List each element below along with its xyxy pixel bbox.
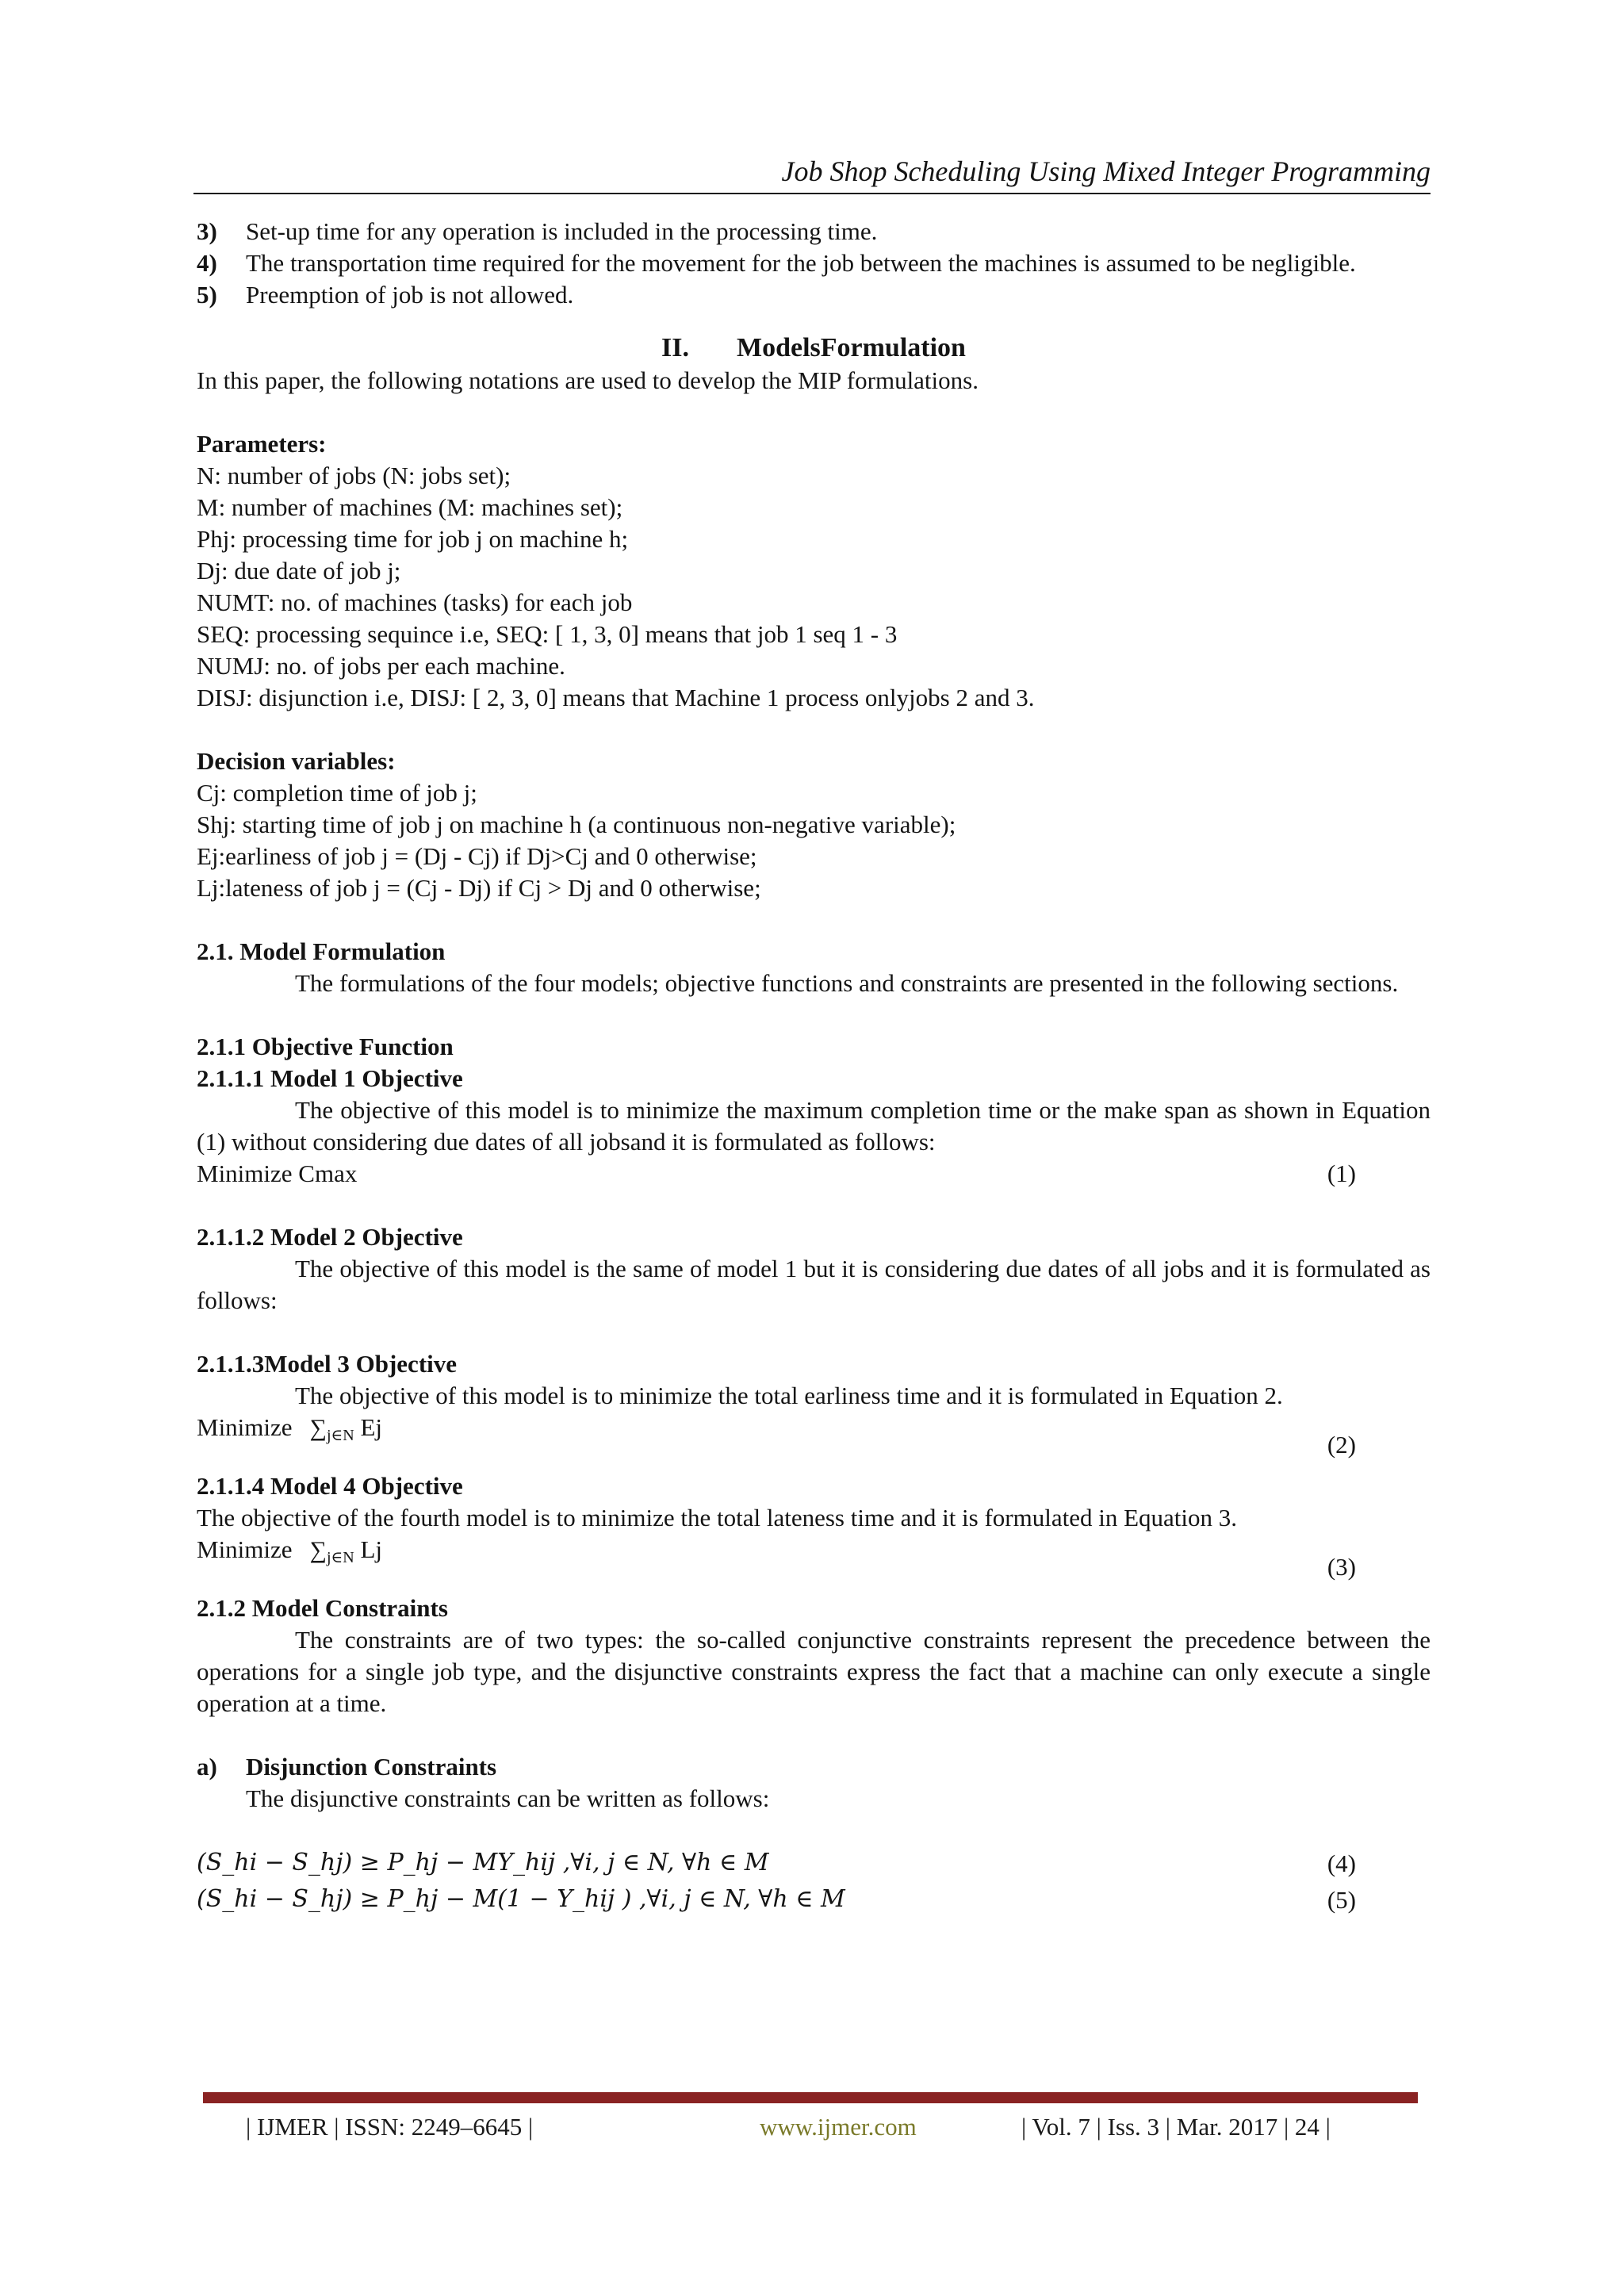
paragraph: The objective of this model is to minimize the maximum completion time or the make span as shown in Equation (1) without considering due dates of all jobsand it is formulated as follows:: [197, 1096, 1431, 1156]
subsection-heading: 2.1.1 Objective Function: [197, 1033, 454, 1060]
header-rule: [193, 193, 1431, 194]
running-head: Job Shop Scheduling Using Mixed Integer Programming: [781, 155, 1431, 187]
list-text: Set-up time for any operation is included in the processing time.: [246, 217, 878, 245]
equation-1: [197, 1158, 1431, 1190]
paragraph: The objective of this model is the same of model 1 but it is considering due dates of all jobs and it is formulated as follows:: [197, 1255, 1431, 1314]
footer-rule: [203, 2092, 1418, 2103]
sum-symbol: ∑: [309, 1537, 327, 1563]
decision-variables-heading: Decision variables:: [197, 747, 396, 775]
intro-text: In this paper, the following notations are used to develop the MIP formulations.: [197, 366, 979, 394]
equation-number: (4): [1327, 1849, 1356, 1877]
subsection-heading: 2.1.1.1 Model 1 Objective: [197, 1064, 463, 1092]
sum-symbol: ∑: [309, 1415, 327, 1441]
list-number: 3): [197, 217, 217, 245]
equation-5: [197, 1883, 1431, 1919]
list-text: Preemption of job is not allowed.: [246, 281, 574, 309]
paragraph: The objective of this model is to minimize the total earliness time and it is formulated in Equation 2.: [295, 1382, 1283, 1409]
equation-text: (S_hi − S_hj) ≥ P_hj − M(1 − Y_hij ) ,∀i, j ∈ N, ∀h ∈ M: [197, 1885, 845, 1913]
equation-4: [197, 1846, 1431, 1883]
footer-journal: | IJMER | ISSN: 2249–6645 |: [246, 2113, 534, 2141]
subsection-heading: 2.1.1.3Model 3 Objective: [197, 1350, 458, 1378]
parameter-line: SEQ: processing sequince i.e, SEQ: [ 1, 3, 0] means that job 1 seq 1 - 3: [197, 620, 898, 648]
equation-variable: Ej: [360, 1413, 383, 1441]
equation-number: (3): [1327, 1553, 1356, 1581]
equation-number: (5): [1327, 1886, 1356, 1914]
parameter-line: N: number of jobs (N: jobs set);: [197, 462, 511, 489]
paragraph: The objective of the fourth model is to minimize the total lateness time and it is formulated in Equation 3.: [197, 1504, 1238, 1531]
decision-line: Cj: completion time of job j;: [197, 779, 477, 807]
disjunction-heading: [197, 1751, 1431, 1783]
section-number: II.: [661, 333, 689, 362]
parameter-line: NUMT: no. of machines (tasks) for each job: [197, 588, 633, 616]
subsection-heading: 2.1.1.4 Model 4 Objective: [197, 1472, 463, 1500]
sum-subscript: j∈N: [326, 1427, 354, 1444]
parameter-line: NUMJ: no. of jobs per each machine.: [197, 652, 565, 680]
equation-number: (2): [1327, 1431, 1356, 1458]
footer-website-link[interactable]: www.ijmer.com: [760, 2113, 917, 2141]
footer-issue-info: | Vol. 7 | Iss. 3 | Mar. 2017 | 24 |: [1021, 2113, 1331, 2141]
heading-text: Disjunction Constraints: [246, 1753, 497, 1780]
subsection-heading: 2.1.1.2 Model 2 Objective: [197, 1223, 463, 1251]
parameter-line: Phj: processing time for job j on machine h;: [197, 525, 629, 553]
assumption-list: [197, 216, 1431, 311]
decision-line: Lj:lateness of job j = (Cj - Dj) if Cj > Dj and 0 otherwise;: [197, 874, 761, 902]
equation-word: Minimize: [197, 1413, 293, 1441]
parameters-heading: Parameters:: [197, 430, 327, 458]
parameter-line: M: number of machines (M: machines set);: [197, 493, 623, 521]
list-item: [197, 216, 1431, 247]
section-heading: [197, 332, 1431, 365]
decision-line: Shj: starting time of job j on machine h (a continuous non-negative variable);: [197, 811, 956, 838]
equation-word: Minimize: [197, 1535, 293, 1563]
equation-2: [197, 1412, 1431, 1458]
list-number: 5): [197, 281, 217, 309]
equation-text: (S_hi − S_hj) ≥ P_hj − MY_hij ,∀i, j ∈ N, ∀h ∈ M: [197, 1849, 769, 1876]
section-title: ModelsFormulation: [736, 333, 966, 362]
paragraph: The disjunctive constraints can be written as follows:: [246, 1784, 770, 1812]
list-item: [197, 279, 1431, 311]
decision-line: Ej:earliness of job j = (Dj - Cj) if Dj>Cj and 0 otherwise;: [197, 842, 757, 870]
list-label: a): [197, 1753, 217, 1780]
subsection-heading: 2.1.2 Model Constraints: [197, 1594, 448, 1622]
list-number: 4): [197, 249, 217, 277]
page-body: [197, 216, 1431, 1919]
equation-text: Minimize Cmax: [197, 1159, 358, 1187]
equation-number: (1): [1327, 1159, 1356, 1187]
equation-3: [197, 1534, 1431, 1581]
parameter-line: Dj: due date of job j;: [197, 557, 401, 585]
list-item: [197, 247, 1431, 279]
list-text: The transportation time required for the movement for the job between the machines is assumed to be negligible.: [246, 249, 1356, 277]
equation-variable: Lj: [360, 1535, 383, 1563]
subsection-heading: 2.1. Model Formulation: [197, 937, 446, 965]
paragraph: The constraints are of two types: the so-called conjunctive constraints represent the precedence between the operations for a single job type, and the disjunctive constraints express the fact that a machine can only execute a single operation at a time.: [197, 1626, 1431, 1717]
parameter-line: DISJ: disjunction i.e, DISJ: [ 2, 3, 0] means that Machine 1 process onlyjobs 2 and 3.: [197, 684, 1035, 711]
paragraph: The formulations of the four models; objective functions and constraints are presented in the following sections.: [295, 969, 1399, 997]
sum-subscript: j∈N: [326, 1549, 354, 1566]
